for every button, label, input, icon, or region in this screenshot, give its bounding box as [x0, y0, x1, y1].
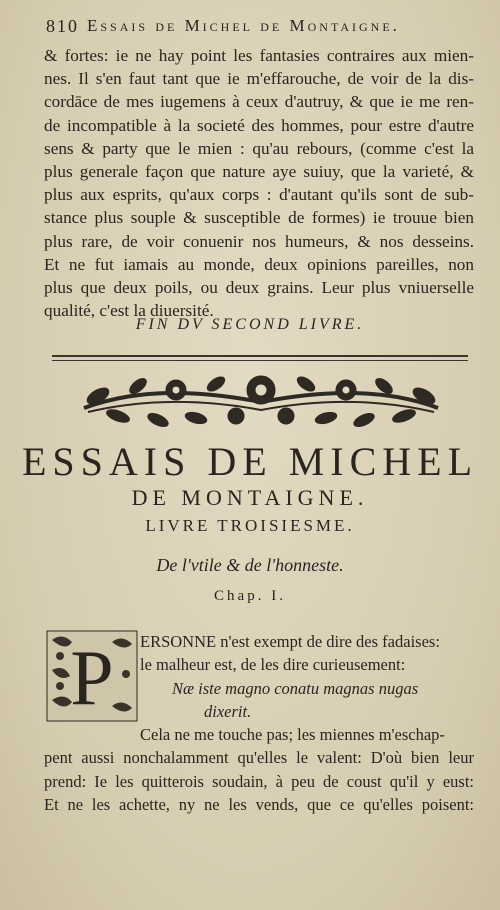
- chapter-body: [44, 630, 474, 816]
- latin-quote-line: Næ iste magno conatu magnas nugas: [172, 678, 419, 698]
- page-number: 810: [46, 16, 79, 36]
- chapter-label: Chap. I.: [214, 588, 286, 604]
- text-line: cordāce de mes iugemens à ceux d'autruy, & que ie me ren-: [44, 92, 474, 112]
- latin-quote-line: dixerit.: [204, 701, 252, 721]
- book-volume: LIVRE TROISIESME.: [145, 516, 355, 535]
- text-line: pent aussi nonchalamment qu'elles le valent: D'où bien leur: [44, 748, 474, 768]
- book-author: DE MONTAIGNE.: [131, 485, 369, 510]
- text-line: qualité, c'est la diuersité.: [44, 301, 214, 321]
- text-line: Et ne les achette, ny ne les vends, que ce qu'elles poisent:: [44, 795, 474, 815]
- drop-cap-initial: P: [70, 634, 114, 721]
- text-line: sens & party que le mien : qu'au rebours, (comme c'est la: [44, 138, 474, 158]
- horizontal-rule: [52, 355, 468, 361]
- text-line: prend: Ie les quitterois soudain, à peu de coust qu'il y eust:: [44, 771, 474, 791]
- text-line: plus aux esprits, qu'aux corps : d'autant qu'ils sont de sub-: [44, 185, 474, 205]
- text-line: nes. Il s'en faut tant que ie m'effarouche, de voir de la dis-: [44, 69, 474, 89]
- chapter-title: De l'vtile & de l'honneste.: [156, 555, 344, 575]
- text-line: Cela ne me touche pas; les miennes m'eschap-: [140, 725, 445, 745]
- text-line: plus rare, de voir conuenir nos humeurs, & nos desseins.: [44, 231, 474, 251]
- text-line: le malheur est, de les dire curieusement:: [140, 655, 406, 675]
- floral-ornament-icon: [78, 368, 444, 434]
- text-line: plus generale façon que nature aye suiuy, que la varieté, &: [44, 162, 474, 182]
- text-line: de incompatible à la societé des hommes, pour estre d'autre: [44, 115, 474, 135]
- previous-chapter-text: [44, 44, 474, 322]
- running-title: Essais de Michel de Montaigne.: [87, 16, 400, 35]
- end-of-book-marker: FIN DV SECOND LIVRE.: [135, 316, 365, 333]
- running-head: [46, 16, 466, 37]
- text-line: ERSONNE n'est exempt de dire des fadaises:: [140, 632, 440, 651]
- text-line: & fortes: ie ne hay point les fantasies contraires aux mien-: [44, 46, 474, 65]
- text-line: Et ne fut iamais au monde, deux opinions pareilles, non: [44, 254, 474, 274]
- text-line: stance plus souple & susceptible de formes) ie trouue bien: [44, 208, 474, 228]
- book-title: ESSAIS DE MICHEL: [21, 439, 479, 484]
- text-line: plus que deux poils, ou deux grains. Leur plus vniuerselle: [44, 278, 474, 298]
